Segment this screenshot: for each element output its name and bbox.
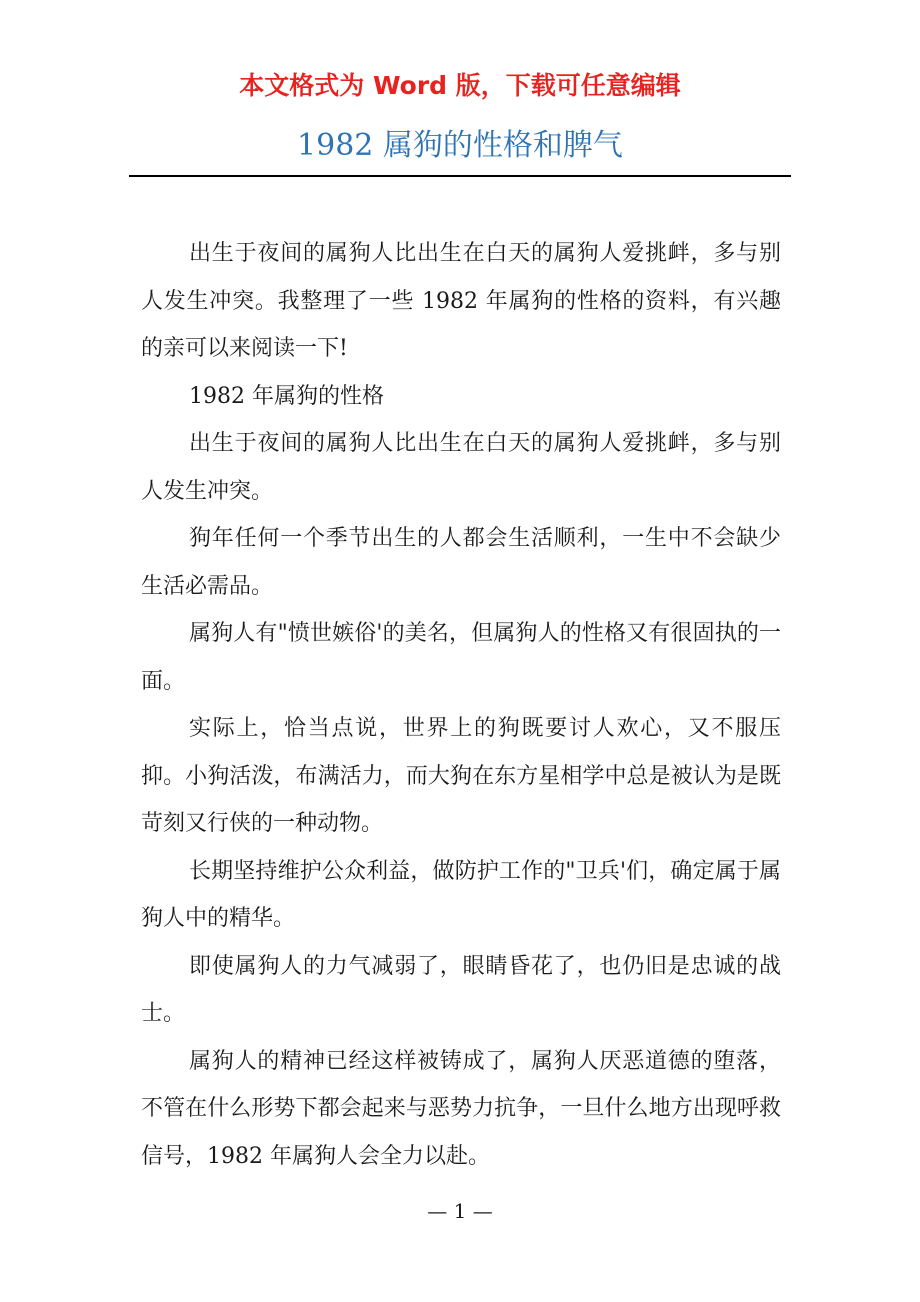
title-divider — [129, 175, 791, 177]
page-number: — 1 — — [427, 1199, 493, 1223]
paragraph-spirit: 属狗人的精神已经这样被铸成了，属狗人厌恶道德的堕落，不管在什么形势下都会起来与恶势力抗争，一旦什么地方出现呼救信号，1982 年属狗人会全力以赴。 — [141, 1048, 781, 1169]
document-body — [141, 230, 781, 1180]
section-heading: 1982 年属狗的性格 — [189, 383, 384, 409]
paragraph-cynic: 属狗人有"愤世嫉俗'的美名，但属狗人的性格又有很固执的一面。 — [141, 621, 781, 694]
download-banner: 本文格式为 Word 版，下载可任意编辑 — [239, 71, 681, 100]
paragraph-night-birth: 出生于夜间的属狗人比出生在白天的属狗人爱挑衅，多与别人发生冲突。 — [141, 431, 781, 504]
paragraph-guardians: 长期坚持维护公众利益，做防护工作的"卫兵'们，确定属于属狗人中的精华。 — [141, 858, 781, 931]
paragraph-season: 狗年任何一个季节出生的人都会生活顺利，一生中不会缺少生活必需品。 — [141, 526, 781, 599]
paragraph-dog-nature: 实际上，恰当点说，世界上的狗既要讨人欢心，又不服压抑。小狗活泼，布满活力，而大狗在东方星相学中总是被认为是既苛刻又行侠的一种动物。 — [141, 716, 781, 836]
paragraph-loyal-warrior: 即使属狗人的力气减弱了，眼睛昏花了，也仍旧是忠诚的战士。 — [141, 953, 781, 1026]
document-title: 1982 属狗的性格和脾气 — [297, 128, 623, 163]
paragraph-intro: 出生于夜间的属狗人比出生在白天的属狗人爱挑衅，多与别人发生冲突。我整理了一些 1982 年属狗的性格的资料，有兴趣的亲可以来阅读一下! — [141, 241, 781, 361]
